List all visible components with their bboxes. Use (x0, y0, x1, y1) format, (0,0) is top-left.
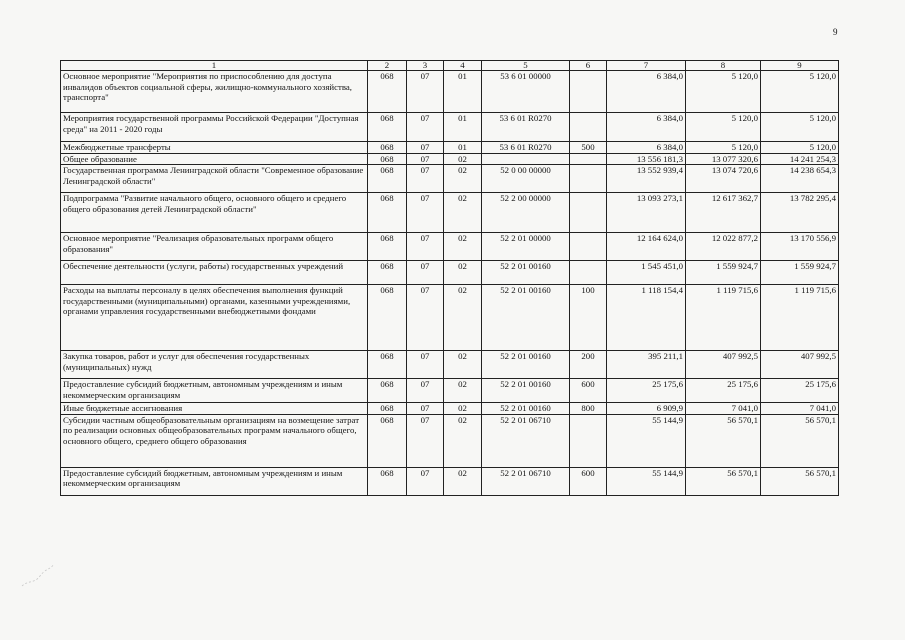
table-row (61, 233, 839, 261)
row-ved: 068 (368, 261, 407, 285)
row-vr: 500 (570, 142, 607, 154)
row-pr: 02 (444, 285, 482, 351)
row-year2: 12 617 362,7 (686, 193, 761, 233)
row-year1: 1 118 154,4 (607, 285, 686, 351)
pencil-mark (18, 560, 58, 590)
row-name: Закупка товаров, работ и услуг для обеспечения государственных (муниципальных) нужд (61, 351, 368, 379)
row-year1: 13 556 181,3 (607, 153, 686, 165)
row-csr: 53 6 01 R0270 (482, 142, 570, 154)
row-year3: 5 120,0 (761, 113, 839, 142)
row-year3: 14 241 254,3 (761, 153, 839, 165)
row-csr: 53 6 01 00000 (482, 71, 570, 113)
row-ved: 068 (368, 403, 407, 415)
row-pr: 02 (444, 379, 482, 403)
row-ved: 068 (368, 193, 407, 233)
row-year2: 13 077 320,6 (686, 153, 761, 165)
row-rz: 07 (407, 142, 444, 154)
header-cell: 2 (368, 61, 407, 71)
row-ved: 068 (368, 467, 407, 495)
row-year3: 7 041,0 (761, 403, 839, 415)
row-year2: 56 570,1 (686, 467, 761, 495)
row-name: Предоставление субсидий бюджетным, автономным учреждениям и иным некоммерческим организациям (61, 379, 368, 403)
table-row (61, 414, 839, 467)
row-year3: 56 570,1 (761, 414, 839, 467)
row-ved: 068 (368, 142, 407, 154)
row-pr: 01 (444, 142, 482, 154)
table-row (61, 71, 839, 113)
header-cell: 6 (570, 61, 607, 71)
row-name: Подпрограмма "Развитие начального общего, основного общего и среднего общего образования детей Ленинградской области" (61, 193, 368, 233)
row-rz: 07 (407, 71, 444, 113)
row-name: Государственная программа Ленинградской области "Современное образование Ленинградской области" (61, 165, 368, 193)
table-row (61, 351, 839, 379)
row-pr: 02 (444, 261, 482, 285)
row-rz: 07 (407, 414, 444, 467)
row-csr: 52 0 00 00000 (482, 165, 570, 193)
row-pr: 02 (444, 193, 482, 233)
page-number: 9 (833, 27, 838, 37)
row-name: Предоставление субсидий бюджетным, автономным учреждениям и иным некоммерческим организациям (61, 467, 368, 495)
row-rz: 07 (407, 351, 444, 379)
header-cell: 7 (607, 61, 686, 71)
row-pr: 02 (444, 153, 482, 165)
row-csr: 53 6 01 R0270 (482, 113, 570, 142)
row-csr: 52 2 01 00160 (482, 403, 570, 415)
row-csr: 52 2 01 00160 (482, 351, 570, 379)
row-name: Иные бюджетные ассигнования (61, 403, 368, 415)
row-ved: 068 (368, 165, 407, 193)
row-ved: 068 (368, 233, 407, 261)
row-pr: 01 (444, 71, 482, 113)
row-year1: 395 211,1 (607, 351, 686, 379)
table-row (61, 467, 839, 495)
row-year3: 407 992,5 (761, 351, 839, 379)
header-row (61, 61, 839, 71)
row-csr: 52 2 01 00160 (482, 379, 570, 403)
row-vr (570, 233, 607, 261)
row-rz: 07 (407, 467, 444, 495)
row-rz: 07 (407, 403, 444, 415)
header-cell: 5 (482, 61, 570, 71)
row-rz: 07 (407, 261, 444, 285)
row-name: Мероприятия государственной программы Российской Федерации "Доступная среда" на 2011 - 2020 годы (61, 113, 368, 142)
table-row (61, 193, 839, 233)
header-cell: 1 (61, 61, 368, 71)
row-pr: 02 (444, 351, 482, 379)
row-vr: 600 (570, 467, 607, 495)
row-pr: 02 (444, 467, 482, 495)
row-year3: 1 559 924,7 (761, 261, 839, 285)
row-vr: 800 (570, 403, 607, 415)
row-name: Расходы на выплаты персоналу в целях обеспечения выполнения функций государственными (муниципальными) органами, казенными учреждениями, органами управления государственными внебюджетными фондами (61, 285, 368, 351)
row-csr: 52 2 00 00000 (482, 193, 570, 233)
row-ved: 068 (368, 71, 407, 113)
row-year2: 13 074 720,6 (686, 165, 761, 193)
row-year2: 5 120,0 (686, 113, 761, 142)
row-rz: 07 (407, 193, 444, 233)
row-year2: 5 120,0 (686, 142, 761, 154)
row-year1: 55 144,9 (607, 467, 686, 495)
row-year1: 1 545 451,0 (607, 261, 686, 285)
row-year3: 13 170 556,9 (761, 233, 839, 261)
row-year2: 12 022 877,2 (686, 233, 761, 261)
row-csr: 52 2 01 06710 (482, 467, 570, 495)
row-name: Субсидии частным общеобразовательным организациям на возмещение затрат по реализации основных общеобразовательных программ начального общего, основного общего, среднего общего образования (61, 414, 368, 467)
row-rz: 07 (407, 165, 444, 193)
header-cell: 3 (407, 61, 444, 71)
row-ved: 068 (368, 113, 407, 142)
row-vr (570, 113, 607, 142)
row-vr (570, 261, 607, 285)
row-year3: 14 238 654,3 (761, 165, 839, 193)
row-year2: 7 041,0 (686, 403, 761, 415)
row-year3: 13 782 295,4 (761, 193, 839, 233)
row-name: Обеспечение деятельности (услуги, работы) государственных учреждений (61, 261, 368, 285)
row-vr: 100 (570, 285, 607, 351)
row-pr: 02 (444, 165, 482, 193)
budget-table (60, 60, 839, 496)
row-ved: 068 (368, 414, 407, 467)
row-year3: 56 570,1 (761, 467, 839, 495)
row-pr: 02 (444, 233, 482, 261)
row-year2: 1 119 715,6 (686, 285, 761, 351)
table-row (61, 285, 839, 351)
row-year1: 6 384,0 (607, 113, 686, 142)
row-csr: 52 2 01 00160 (482, 261, 570, 285)
row-name: Межбюджетные трансферты (61, 142, 368, 154)
table-row (61, 403, 839, 415)
row-year3: 1 119 715,6 (761, 285, 839, 351)
row-csr: 52 2 01 00160 (482, 285, 570, 351)
row-year2: 25 175,6 (686, 379, 761, 403)
row-year3: 5 120,0 (761, 142, 839, 154)
row-ved: 068 (368, 351, 407, 379)
header-cell: 8 (686, 61, 761, 71)
row-vr (570, 153, 607, 165)
header-cell: 4 (444, 61, 482, 71)
row-year1: 6 384,0 (607, 71, 686, 113)
row-year2: 56 570,1 (686, 414, 761, 467)
row-rz: 07 (407, 285, 444, 351)
row-ved: 068 (368, 153, 407, 165)
row-vr (570, 193, 607, 233)
row-vr: 600 (570, 379, 607, 403)
row-rz: 07 (407, 233, 444, 261)
row-name: Основное мероприятие "Мероприятия по приспособлению для доступа инвалидов объектов социальной сферы, жилищно-коммунального хозяйства, транспорта" (61, 71, 368, 113)
row-year2: 407 992,5 (686, 351, 761, 379)
table-row (61, 261, 839, 285)
table-row (61, 153, 839, 165)
header-cell: 9 (761, 61, 839, 71)
row-year1: 55 144,9 (607, 414, 686, 467)
row-year1: 12 164 624,0 (607, 233, 686, 261)
row-vr (570, 414, 607, 467)
row-year3: 5 120,0 (761, 71, 839, 113)
row-year1: 6 909,9 (607, 403, 686, 415)
row-year2: 5 120,0 (686, 71, 761, 113)
row-csr: 52 2 01 06710 (482, 414, 570, 467)
row-name: Общее образование (61, 153, 368, 165)
row-csr (482, 153, 570, 165)
row-pr: 01 (444, 113, 482, 142)
row-year1: 13 552 939,4 (607, 165, 686, 193)
row-year1: 25 175,6 (607, 379, 686, 403)
table-row (61, 113, 839, 142)
row-year1: 13 093 273,1 (607, 193, 686, 233)
row-vr (570, 71, 607, 113)
row-rz: 07 (407, 379, 444, 403)
table-row (61, 165, 839, 193)
table-row (61, 379, 839, 403)
row-vr: 200 (570, 351, 607, 379)
row-year1: 6 384,0 (607, 142, 686, 154)
row-vr (570, 165, 607, 193)
row-year2: 1 559 924,7 (686, 261, 761, 285)
row-year3: 25 175,6 (761, 379, 839, 403)
row-ved: 068 (368, 285, 407, 351)
row-pr: 02 (444, 414, 482, 467)
row-ved: 068 (368, 379, 407, 403)
table-row (61, 142, 839, 154)
row-pr: 02 (444, 403, 482, 415)
row-rz: 07 (407, 153, 444, 165)
row-name: Основное мероприятие "Реализация образовательных программ общего образования" (61, 233, 368, 261)
row-csr: 52 2 01 00000 (482, 233, 570, 261)
row-rz: 07 (407, 113, 444, 142)
